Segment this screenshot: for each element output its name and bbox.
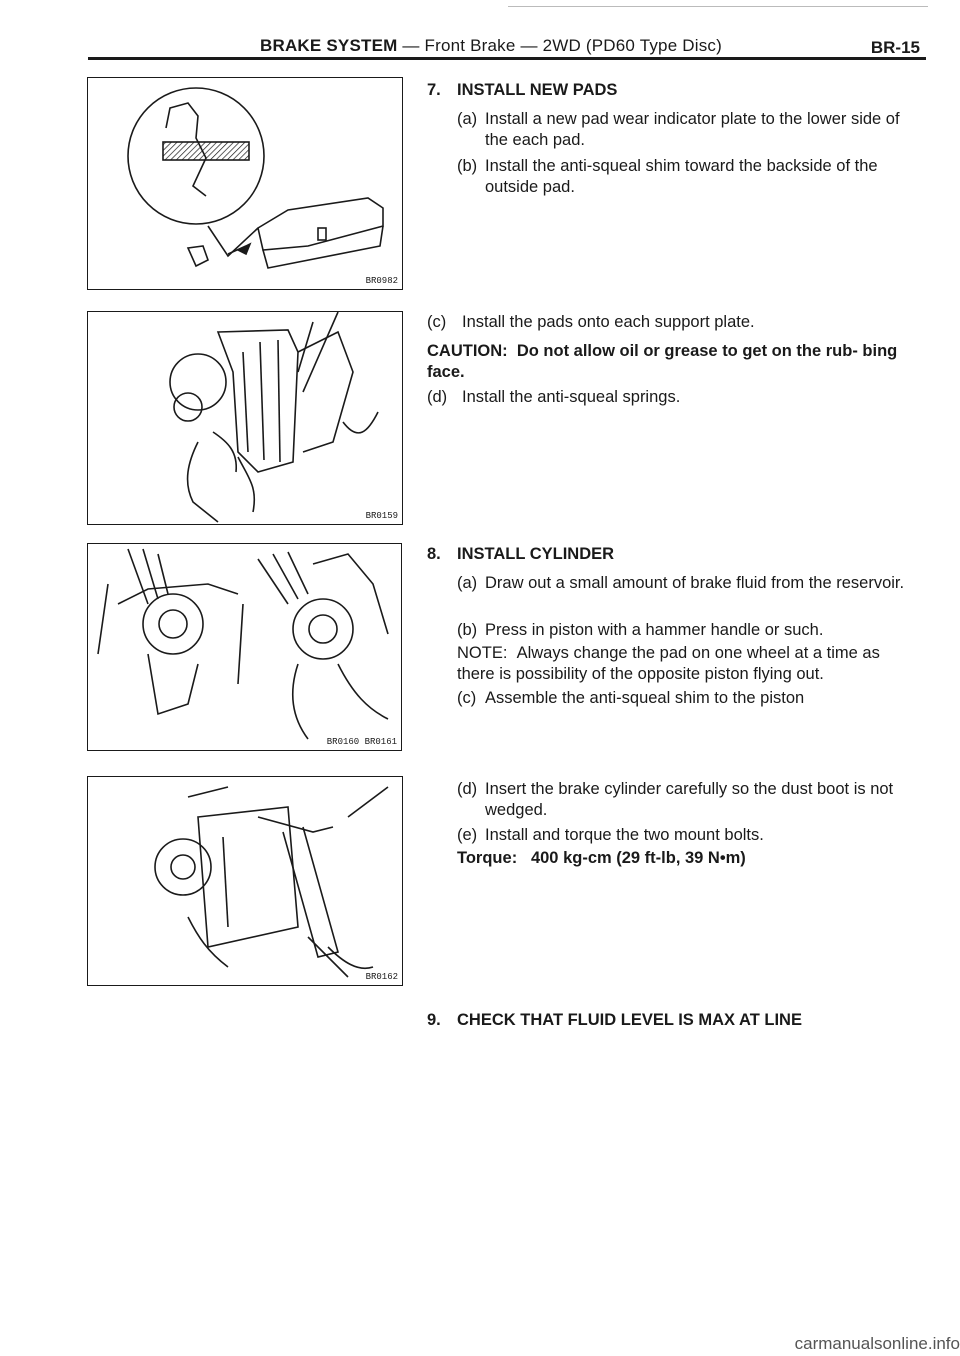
step-8-torque [457, 848, 932, 869]
step-7-heading [427, 80, 907, 102]
section-subtitle: — Front Brake — 2WD (PD60 Type Disc) [397, 36, 722, 55]
item-text: Assemble the anti-squeal shim to the piston [485, 689, 805, 707]
figure-code: BR0162 [365, 972, 398, 982]
item-label: (c) [457, 689, 477, 707]
item-label: (b) [457, 157, 478, 175]
item-text: Install the anti-squeal shim toward the backside of the outside pad. [485, 157, 878, 196]
figure-torque-bolts [87, 776, 403, 986]
pad-wear-indicator-illustration [88, 78, 402, 289]
step-number: 8. [427, 545, 441, 563]
item-text: Insert the brake cylinder carefully so the dust boot is not wedged. [485, 780, 894, 819]
header-rule [88, 57, 926, 60]
item-text: Draw out a small amount of brake fluid from the reservoir. [485, 574, 905, 592]
step-8-note [457, 643, 912, 685]
item-text: Install the anti-squeal springs. [462, 388, 681, 406]
note-label: NOTE: [457, 644, 508, 662]
figure-code: BR0982 [365, 276, 398, 286]
torque-value: 400 kg-cm (29 ft-lb, 39 N•m) [530, 849, 746, 867]
step-8-b [457, 620, 927, 642]
step-7-caution [427, 341, 902, 383]
step-8-heading [427, 544, 907, 566]
step-7-c [427, 312, 927, 334]
item-text: Install a new pad wear indicator plate to the lower side of the each pad. [485, 110, 900, 149]
item-label: (e) [457, 826, 478, 844]
step-number: 7. [427, 81, 441, 99]
step-8-c [457, 688, 927, 710]
note-text: Always change the pad on one wheel at a time as there is possibility of the opposite piston flying out. [457, 644, 880, 683]
item-text: Press in piston with a hammer handle or such. [485, 621, 824, 639]
figure-install-cylinder [87, 543, 402, 751]
step-7-a [457, 109, 927, 153]
step-8-d [457, 779, 927, 823]
step-8-a [457, 573, 927, 617]
item-text: Install and torque the two mount bolts. [485, 826, 764, 844]
item-label: (a) [457, 110, 478, 128]
figure-pad-wear-indicator [87, 77, 403, 290]
step-7-d [427, 387, 927, 409]
section-title: BRAKE SYSTEM [260, 36, 398, 55]
step-8-e [457, 825, 927, 847]
item-label: (d) [427, 388, 448, 406]
torque-bolts-illustration [88, 777, 402, 985]
page-number: BR-15 [870, 38, 920, 57]
footer-watermark: carmanualsonline.info [794, 1334, 960, 1353]
torque-label: Torque: [457, 849, 518, 867]
figure-code: BR0160 BR0161 [326, 737, 397, 747]
item-text: Install the pads onto each support plate. [462, 313, 755, 331]
caution-label: CAUTION: [427, 342, 508, 360]
step-heading: INSTALL CYLINDER [457, 545, 615, 563]
page-header [88, 36, 926, 64]
page-title [260, 36, 722, 56]
top-rule [508, 6, 928, 7]
install-pads-illustration [88, 312, 402, 524]
step-number: 9. [427, 1011, 441, 1029]
caution-text: Do not allow oil or grease to get on the rub- bing face. [427, 342, 898, 381]
item-label: (a) [457, 574, 478, 592]
figure-install-pads [87, 311, 403, 525]
step-7-b [457, 156, 927, 200]
step-9-heading [427, 1010, 907, 1032]
step-heading: INSTALL NEW PADS [457, 81, 618, 99]
item-label: (c) [427, 313, 447, 331]
install-cylinder-illustration [88, 544, 401, 750]
item-label: (b) [457, 621, 478, 639]
step-heading: CHECK THAT FLUID LEVEL IS MAX AT LINE [457, 1011, 802, 1029]
item-label: (d) [457, 780, 478, 798]
figure-code: BR0159 [365, 511, 398, 521]
